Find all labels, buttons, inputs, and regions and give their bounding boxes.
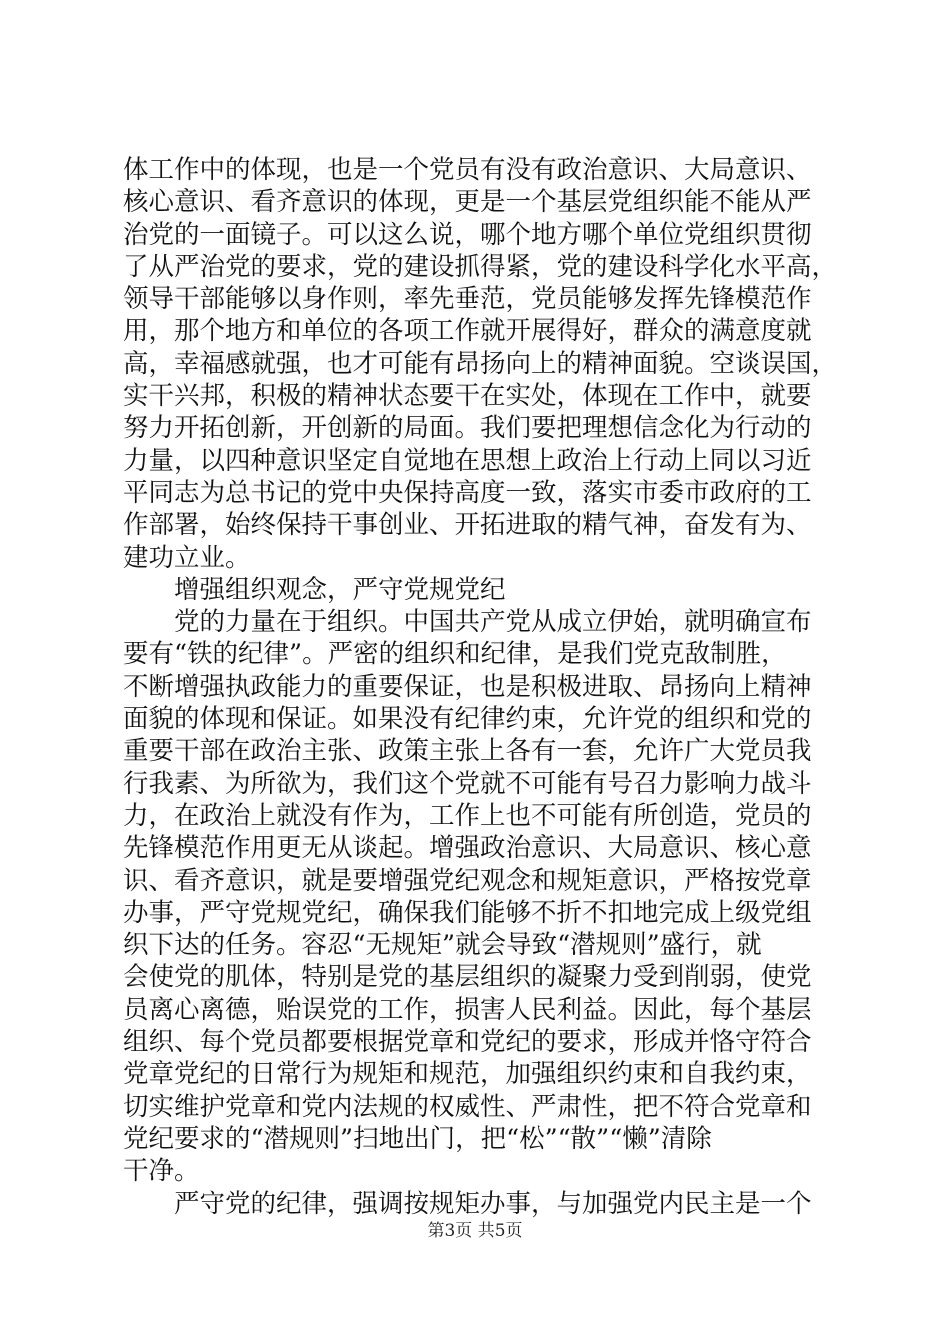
document-body: [123, 154, 838, 1220]
text-line: 员离心离德，贻误党的工作，损害人民利益。因此，每个基层: [123, 994, 812, 1025]
text-line: 平同志为总书记的党中央保持高度一致，落实市委市政府的工: [123, 477, 812, 508]
text-line: 用，那个地方和单位的各项工作就开展得好，群众的满意度就: [123, 316, 812, 347]
text-line: 干净。: [123, 1156, 200, 1187]
text-line: 不断增强执政能力的重要保证，也是积极进取、昂扬向上精神: [123, 671, 812, 702]
paragraph-first-line: 党的力量在于组织。中国共产党从成立伊始，就明确宣布: [174, 607, 812, 638]
text-line: 体工作中的体现，也是一个党员有没有政治意识、大局意识、: [123, 155, 812, 185]
text-line: 会使党的肌体，特别是党的基层组织的凝聚力受到削弱，使党: [123, 962, 812, 993]
text-line: 核心意识、看齐意识的体现，更是一个基层党组织能不能从严: [123, 187, 812, 218]
page-number-footer: 第3页 共5页: [427, 1221, 523, 1241]
text-line: 切实维护党章和党内法规的权威性、严肃性，把不符合党章和: [123, 1091, 812, 1122]
paragraph-first-line: 严守党的纪律，强调按规矩办事，与加强党内民主是一个: [174, 1188, 812, 1219]
text-line: 先锋模范作用更无从谈起。增强政治意识、大局意识、核心意: [123, 833, 812, 864]
text-line: 面貌的体现和保证。如果没有纪律约束，允许党的组织和党的: [123, 704, 812, 735]
text-line: 行我素、为所欲为，我们这个党就不可能有号召力影响力战斗: [123, 768, 812, 799]
text-line: 高，幸福感就强，也才可能有昂扬向上的精神面貌。空谈误国，: [123, 348, 838, 379]
text-line: 织下达的任务。容忍“无规矩”就会导致“潜规则”盛行，就: [123, 930, 762, 961]
text-line: 领导干部能够以身作则，率先垂范，党员能够发挥先锋模范作: [123, 284, 812, 315]
text-line: 实干兴邦，积极的精神状态要干在实处，体现在工作中，就要: [123, 381, 812, 412]
text-line: 力，在政治上就没有作为，工作上也不可能有所创造，党员的: [123, 800, 812, 831]
text-line: 努力开拓创新，开创新的局面。我们要把理想信念化为行动的: [123, 413, 812, 444]
text-line: 作部署，始终保持干事创业、开拓进取的精气神，奋发有为、: [123, 510, 812, 541]
section-heading: 增强组织观念，严守党规党纪: [174, 574, 506, 605]
text-line: 力量，以四种意识坚定自觉地在思想上政治上行动上同以习近: [123, 445, 812, 476]
text-line: 建功立业。: [123, 542, 251, 573]
text-line: 组织、每个党员都要根据党章和党纪的要求，形成并恪守符合: [123, 1027, 812, 1058]
text-line: 党纪要求的“潜规则”扫地出门，把“松”“散”“懒”清除: [123, 1123, 712, 1154]
text-line: 重要干部在政治主张、政策主张上各有一套，允许广大党员我: [123, 736, 812, 767]
text-line: 党章党纪的日常行为规矩和规范，加强组织约束和自我约束，: [123, 1059, 812, 1090]
text-line: 办事，严守党规党纪，确保我们能够不折不扣地完成上级党组: [123, 897, 812, 928]
text-line: 治党的一面镜子。可以这么说，哪个地方哪个单位党组织贯彻: [123, 219, 812, 250]
text-line: 了从严治党的要求，党的建设抓得紧，党的建设科学化水平高，: [123, 251, 838, 282]
text-line: 识、看齐意识，就是要增强党纪观念和规矩意识，严格按党章: [123, 865, 812, 896]
text-line: 要有“铁的纪律”。严密的组织和纪律，是我们党克敌制胜，: [123, 639, 787, 670]
